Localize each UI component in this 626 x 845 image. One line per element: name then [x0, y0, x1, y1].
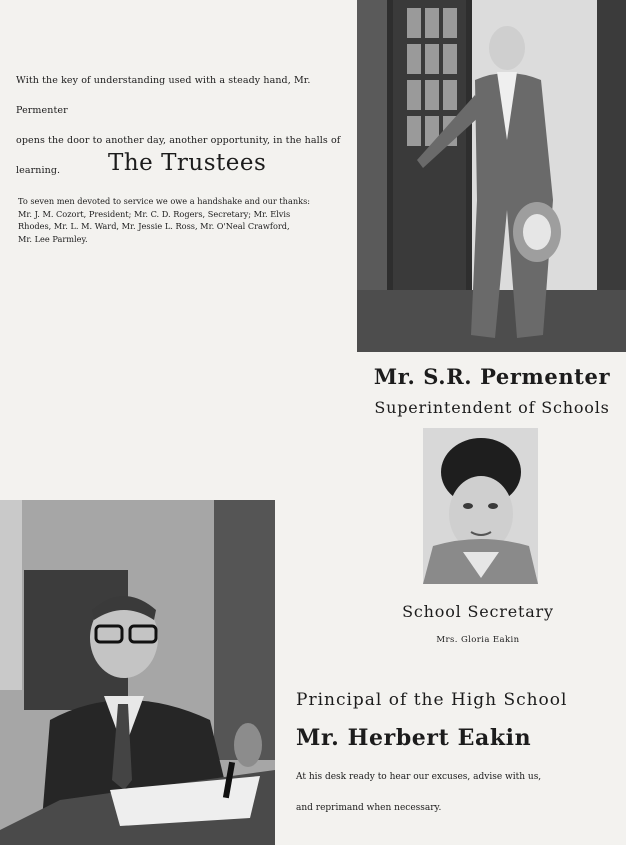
trustees-heading: The Trustees: [108, 150, 267, 176]
trustees-paragraph: [18, 195, 348, 245]
trustees-line: Mr. J. M. Cozort, President; Mr. C. D. Rogers, Secretary; Mr. Elvis: [18, 208, 291, 219]
secretary-name: Mrs. Gloria Eakin: [436, 635, 520, 645]
principal-title: Principal of the High School: [296, 690, 568, 710]
caption-line: and reprimand when necessary.: [296, 803, 442, 813]
caption-line: At his desk ready to hear our excuses, advise with us,: [296, 772, 542, 782]
superintendent-photo: [357, 0, 626, 352]
intro-line: learning.: [16, 165, 61, 176]
trustees-line: Rhodes, Mr. L. M. Ward, Mr. Jessie L. Ross, Mr. O'Neal Crawford,: [18, 221, 290, 232]
principal-name: Mr. Herbert Eakin: [296, 725, 532, 751]
secretary-title: School Secretary: [402, 602, 554, 621]
superintendent-title: Superintendent of Schools: [374, 398, 610, 417]
trustees-line: Mr. Lee Parmley.: [18, 233, 88, 244]
intro-line: With the key of understanding used with a steady hand, Mr. Permenter: [16, 75, 311, 116]
trustees-line: To seven men devoted to service we owe a handshake and our thanks:: [18, 196, 311, 206]
intro-line: opens the door to another day, another opportunity, in the halls of: [16, 135, 341, 146]
secretary-photo: [423, 428, 538, 584]
principal-photo: [0, 500, 275, 845]
principal-caption: [296, 762, 596, 824]
superintendent-name: Mr. S.R. Permenter: [373, 364, 611, 389]
